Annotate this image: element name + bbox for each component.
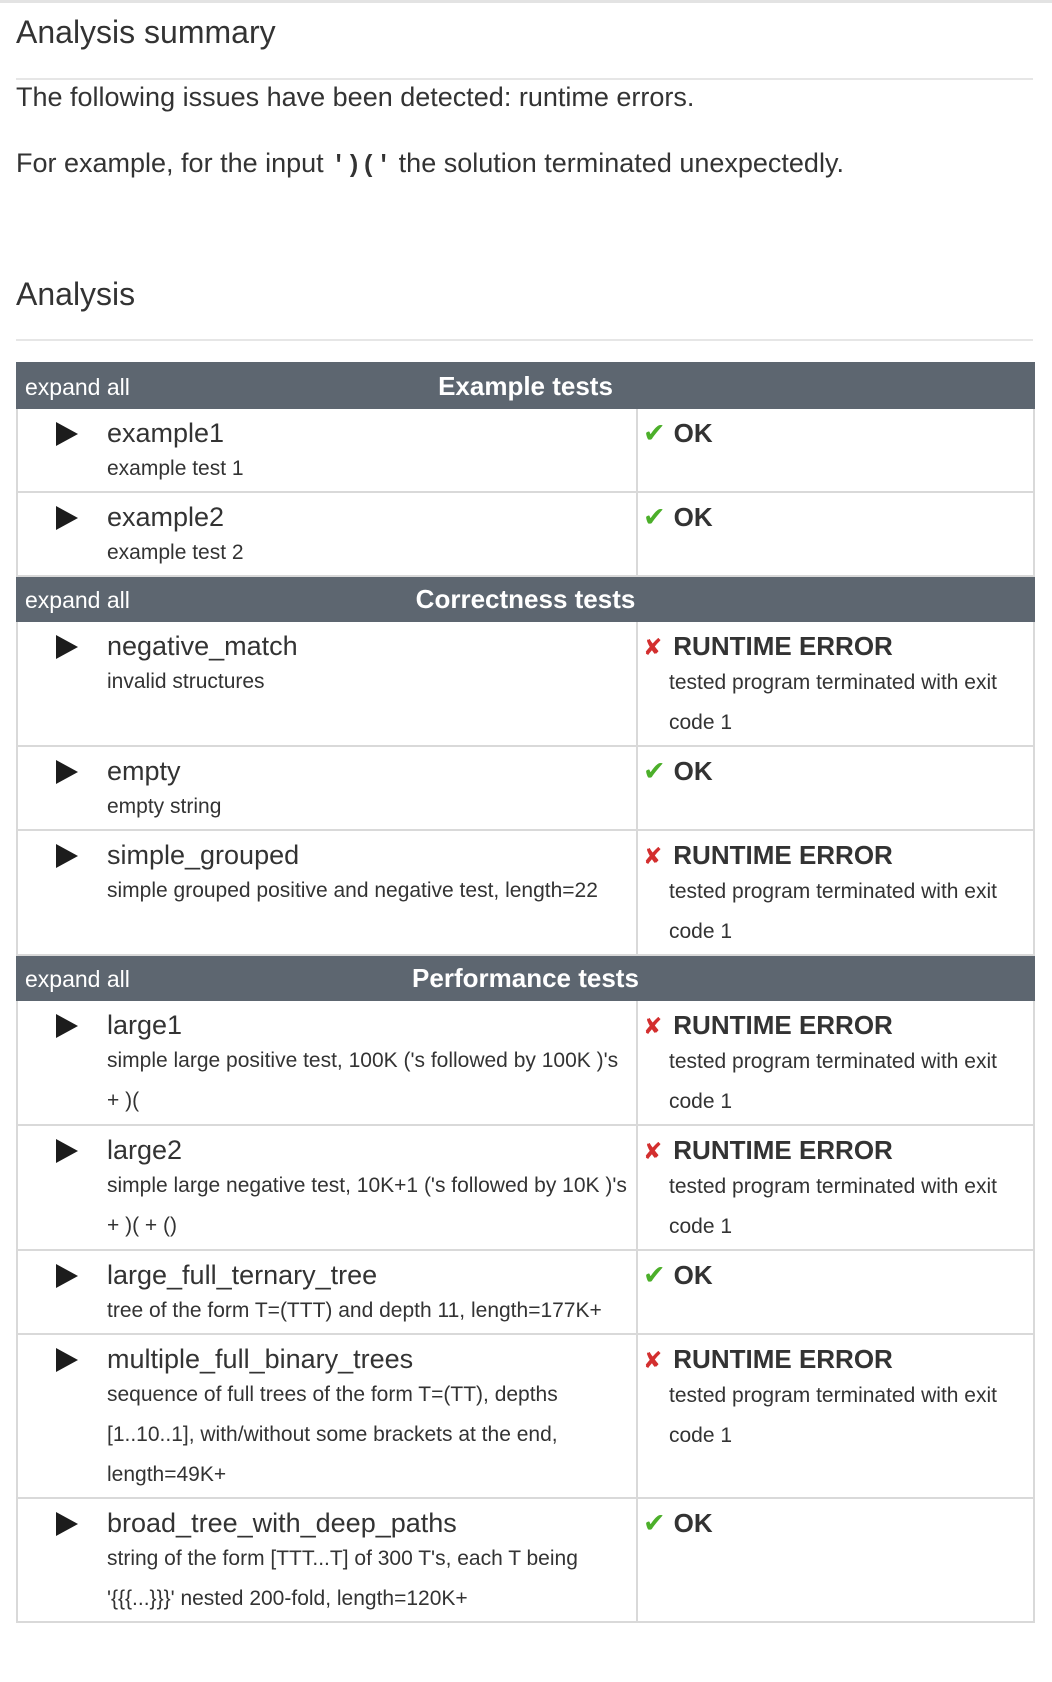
cross-icon: ✘ — [643, 1138, 663, 1164]
test-result-cell — [637, 492, 1034, 576]
result-status-text: OK — [673, 502, 713, 532]
test-description: example test 2 — [107, 541, 244, 564]
summary-example-suffix: the solution terminated unexpectedly. — [391, 148, 844, 178]
cross-icon: ✘ — [643, 1013, 663, 1039]
group-header-cell — [17, 576, 1034, 621]
test-name-cell — [17, 492, 637, 576]
check-icon: ✔ — [643, 502, 666, 532]
result-status — [638, 1335, 1033, 1376]
test-name-cell — [17, 621, 637, 746]
test-name: large1 — [107, 1010, 183, 1040]
cross-icon: ✘ — [643, 843, 663, 869]
test-result-cell — [637, 1125, 1034, 1250]
tests-table — [16, 362, 1035, 1623]
test-description: tree of the form T=(TTT) and depth 11, length=177K+ — [107, 1299, 602, 1322]
divider — [16, 339, 1033, 341]
test-row[interactable] — [17, 1125, 1034, 1250]
result-detail: tested program terminated with exit code 1 — [669, 671, 997, 734]
summary-issues: The following issues have been detected: runtime errors. — [16, 82, 695, 112]
divider — [16, 78, 1033, 80]
result-detail: tested program terminated with exit code 1 — [669, 1384, 997, 1447]
result-detail: tested program terminated with exit code 1 — [669, 880, 997, 943]
group-header — [17, 363, 1034, 408]
cross-icon: ✘ — [643, 1347, 663, 1373]
test-row[interactable] — [17, 1334, 1034, 1498]
test-name: example1 — [107, 418, 225, 448]
triangle-right-icon[interactable] — [56, 1014, 78, 1038]
test-description: simple large negative test, 10K+1 ('s followed by 10K )'s + )( + () — [107, 1174, 627, 1237]
test-name: large2 — [107, 1135, 183, 1165]
test-name: simple_grouped — [107, 840, 300, 870]
test-result-cell — [637, 408, 1034, 492]
test-description: simple large positive test, 100K ('s followed by 100K )'s + )( — [107, 1049, 619, 1112]
triangle-right-icon[interactable] — [56, 422, 78, 446]
result-status — [638, 409, 1033, 449]
test-row[interactable] — [17, 621, 1034, 746]
result-status — [638, 1126, 1033, 1167]
result-status — [638, 1001, 1033, 1042]
result-status-text: RUNTIME ERROR — [673, 1010, 893, 1040]
summary-example-prefix: For example, for the input — [16, 148, 332, 178]
group-title: Correctness tests — [415, 584, 636, 614]
result-status-text: RUNTIME ERROR — [673, 631, 893, 661]
check-icon: ✔ — [643, 1508, 666, 1538]
test-description: string of the form [TTT...T] of 300 T's, each T being '{{{...}}}' nested 200-fold, length=120K+ — [107, 1547, 578, 1610]
test-name-cell — [17, 408, 637, 492]
triangle-right-icon[interactable] — [56, 506, 78, 530]
test-result-cell — [637, 830, 1034, 955]
test-name-cell — [17, 1000, 637, 1125]
triangle-right-icon[interactable] — [56, 1348, 78, 1372]
test-result-cell — [637, 1250, 1034, 1334]
example-input-code: ')(' — [331, 151, 392, 180]
triangle-right-icon[interactable] — [56, 1512, 78, 1536]
result-detail: tested program terminated with exit code 1 — [669, 1050, 997, 1113]
test-name: negative_match — [107, 631, 298, 661]
test-row[interactable] — [17, 830, 1034, 955]
group-title: Example tests — [438, 371, 613, 401]
test-name: broad_tree_with_deep_paths — [107, 1508, 457, 1538]
test-name-cell — [17, 746, 637, 830]
summary-heading: Analysis summary — [16, 14, 276, 50]
result-status — [638, 831, 1033, 872]
test-row[interactable] — [17, 408, 1034, 492]
test-name: example2 — [107, 502, 225, 532]
triangle-right-icon[interactable] — [56, 1139, 78, 1163]
result-status-text: OK — [673, 418, 713, 448]
top-border — [0, 0, 1052, 3]
triangle-right-icon[interactable] — [56, 1264, 78, 1288]
test-name: empty — [107, 756, 181, 786]
test-description: invalid structures — [107, 670, 265, 693]
group-header-cell — [17, 955, 1034, 1000]
test-result-cell — [637, 746, 1034, 830]
group-header — [17, 955, 1034, 1000]
test-name: multiple_full_binary_trees — [107, 1344, 414, 1374]
test-row[interactable] — [17, 746, 1034, 830]
test-result-cell — [637, 1334, 1034, 1498]
test-description: simple grouped positive and negative test, length=22 — [107, 879, 598, 902]
result-status — [638, 747, 1033, 787]
expand-all-link[interactable]: expand all — [25, 374, 130, 400]
test-row[interactable] — [17, 1250, 1034, 1334]
check-icon: ✔ — [643, 756, 666, 786]
result-status-text: OK — [673, 756, 713, 786]
group-header-cell — [17, 363, 1034, 408]
triangle-right-icon[interactable] — [56, 844, 78, 868]
test-result-cell — [637, 621, 1034, 746]
triangle-right-icon[interactable] — [56, 635, 78, 659]
result-status — [638, 622, 1033, 663]
summary-example — [16, 148, 844, 180]
test-description: empty string — [107, 795, 222, 818]
test-name-cell — [17, 1334, 637, 1498]
triangle-right-icon[interactable] — [56, 760, 78, 784]
expand-all-link[interactable]: expand all — [25, 966, 130, 992]
result-status-text: OK — [673, 1508, 713, 1538]
result-status — [638, 1499, 1033, 1539]
expand-all-link[interactable]: expand all — [25, 587, 130, 613]
test-row[interactable] — [17, 1498, 1034, 1622]
test-name: large_full_ternary_tree — [107, 1260, 378, 1290]
test-row[interactable] — [17, 1000, 1034, 1125]
result-status-text: RUNTIME ERROR — [673, 1135, 893, 1165]
test-result-cell — [637, 1000, 1034, 1125]
test-name-cell — [17, 1498, 637, 1622]
test-description: sequence of full trees of the form T=(TT), depths [1..10..1], with/without some brackets at the end, length=49K+ — [107, 1383, 558, 1486]
result-status — [638, 493, 1033, 533]
test-row[interactable] — [17, 492, 1034, 576]
test-name-cell — [17, 830, 637, 955]
cross-icon: ✘ — [643, 634, 663, 660]
group-title: Performance tests — [412, 963, 639, 993]
test-result-cell — [637, 1498, 1034, 1622]
test-name-cell — [17, 1125, 637, 1250]
group-header — [17, 576, 1034, 621]
test-name-cell — [17, 1250, 637, 1334]
check-icon: ✔ — [643, 418, 666, 448]
result-status-text: RUNTIME ERROR — [673, 1344, 893, 1374]
test-description: example test 1 — [107, 457, 244, 480]
analysis-heading: Analysis — [16, 276, 136, 312]
result-detail: tested program terminated with exit code 1 — [669, 1175, 997, 1238]
result-status-text: RUNTIME ERROR — [673, 840, 893, 870]
result-status-text: OK — [673, 1260, 713, 1290]
check-icon: ✔ — [643, 1260, 666, 1290]
result-status — [638, 1251, 1033, 1291]
